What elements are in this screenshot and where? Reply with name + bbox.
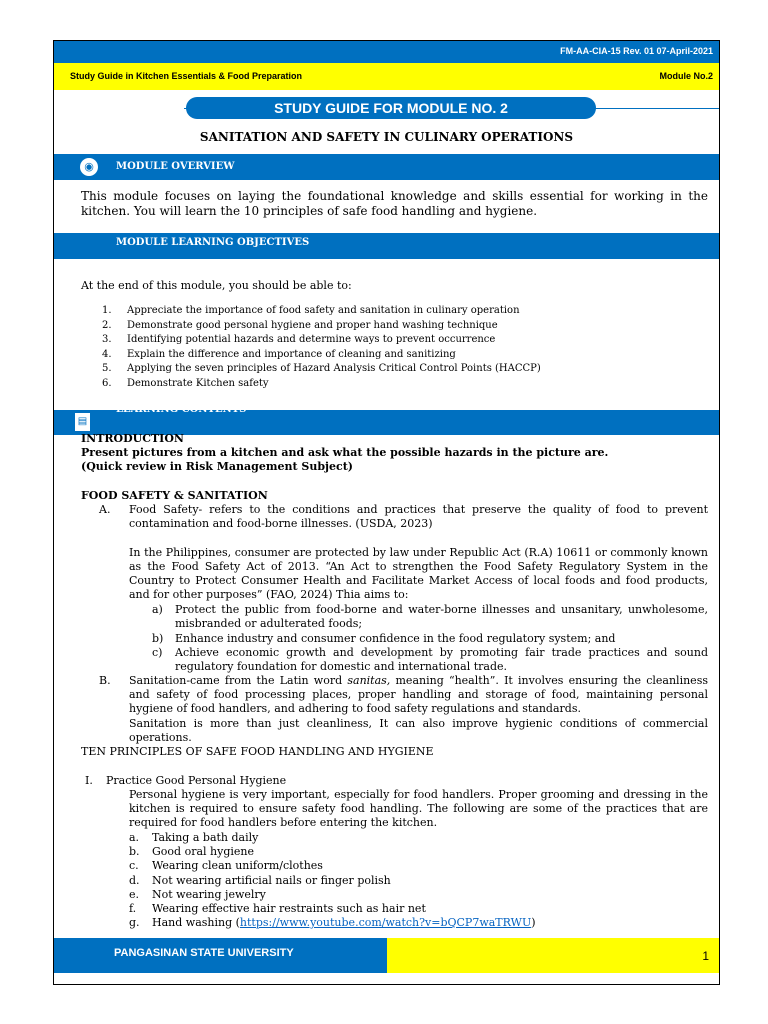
practice-item: Wearing clean uniform/clothes [152, 859, 323, 872]
aim-item: Achieve economic growth and development by promoting fair trade practices and sound regulatory foundation for domestic and international trade. [175, 646, 708, 673]
practice-item: Not wearing jewelry [152, 888, 266, 901]
objectives-list [81, 304, 541, 391]
list-label: b) [152, 632, 164, 645]
list-label: f. [129, 902, 137, 915]
overview-icon: ◉ [80, 158, 98, 176]
list-label: b. [129, 845, 140, 858]
ten-principles-heading: TEN PRINCIPLES OF SAFE FOOD HANDLING AND HYGIENE [81, 745, 434, 758]
list-label: c) [152, 646, 163, 659]
practice-item: Wearing effective hair restraints such as hair net [152, 902, 426, 915]
aim-item: Protect the public from food-borne and water-borne illnesses and unsanitary, unwholesome, misbranded or adulterated foods; [175, 603, 708, 630]
page-subtitle: SANITATION AND SAFETY IN CULINARY OPERATIONS [199, 130, 574, 144]
list-label: a. [129, 831, 140, 844]
overview-text: This module focuses on laying the foundational knowledge and skills essential for working in the kitchen. You will learn the 10 principles of safe food handling and hygiene. [81, 189, 708, 218]
sanitation-note: Sanitation is more than just cleanliness, It can also improve hygienic conditions of commercial operations. [129, 717, 708, 744]
list-item: 4. Explain the difference and importance of cleaning and sanitizing [102, 348, 456, 360]
handwashing-video-link[interactable]: https://www.youtube.com/watch?v=bQCP7waTRWU [239, 916, 532, 929]
university-name: PANGASINAN STATE UNIVERSITY [114, 947, 294, 959]
introduction-heading: INTRODUCTION [81, 432, 184, 445]
practice-item: Not wearing artificial nails or finger polish [152, 874, 391, 887]
food-safety-definition: Food Safety- refers to the conditions and practices that preserve the quality of food to prevent contamination and food-borne illnesses. (USDA, 2023) [129, 503, 708, 530]
list-label: I. [85, 774, 93, 787]
footer-university-bar [54, 938, 387, 973]
introduction-line: Present pictures from a kitchen and ask what the possible hazards in the picture are. [81, 446, 609, 459]
section-bar-objectives [54, 233, 719, 259]
list-item: 6. Demonstrate Kitchen safety [102, 377, 269, 389]
document-page [53, 40, 720, 985]
list-item: 1. Appreciate the importance of food safety and sanitation in culinary operation [102, 305, 520, 316]
philippines-paragraph: In the Philippines, consumer are protected by law under Republic Act (R.A) 10611 or commonly known as the Food Safety Act of 2013. “An Act to strengthen the Food Safety Regulatory System in the Country to Protect Consumer Health and Facilitate Market Access of local foods and food products, and for other purposes” (FAO, 2024) Thia aims to: [129, 546, 708, 601]
list-label: d. [129, 874, 140, 887]
list-label: a) [152, 603, 163, 616]
list-item: 5. Applying the seven principles of Hazard Analysis Critical Control Points (HACCP) [102, 363, 541, 374]
list-item: 2. Demonstrate good personal hygiene and proper hand washing technique [102, 319, 498, 331]
page-number: 1 [702, 949, 709, 963]
practice-item: Good oral hygiene [152, 845, 254, 858]
list-label: A. [99, 503, 111, 516]
section-heading: MODULE LEARNING OBJECTIVES [116, 237, 310, 248]
practice-item: Hand washing (https://www.youtube.com/watch?v=bQCP7waTRWU) [152, 916, 536, 929]
form-code: FM-AA-CIA-15 Rev. 01 07-April-2021 [560, 46, 713, 56]
header-bar [54, 41, 719, 63]
objectives-intro: At the end of this module, you should be able to: [81, 279, 352, 292]
list-item: 3. Identifying potential hazards and determine ways to prevent occurrence [102, 334, 496, 345]
guide-title: Study Guide in Kitchen Essentials & Food Preparation [70, 71, 303, 81]
section-heading: LEARNING CONTENTS [116, 404, 247, 415]
sanitation-definition: Sanitation-came from the Latin word sanitas, meaning “health”. It involves ensuring the cleanliness and safety of food processing places, proper handling and storage of food, maintaining personal hygiene of food handlers, and adhering to food safety regulations and standards. [129, 674, 708, 715]
aim-item: Enhance industry and consumer confidence in the food regulatory system; and [175, 632, 616, 645]
list-label: B. [99, 674, 111, 687]
principle-text: Personal hygiene is very important, especially for food handlers. Proper grooming and dressing in the kitchen is required to ensure safety food handling. The following are some of the practices that are required for food handlers before entering the kitchen. [129, 788, 708, 829]
food-safety-heading: FOOD SAFETY & SANITATION [81, 489, 268, 502]
header-yellow-bar [54, 63, 719, 90]
page-title: STUDY GUIDE FOR MODULE NO. 2 [186, 97, 596, 119]
list-label: e. [129, 888, 140, 901]
section-bar-overview [54, 154, 719, 180]
principle-title: Practice Good Personal Hygiene [106, 774, 287, 787]
footer-page-bar [387, 938, 719, 973]
practice-item: Taking a bath daily [152, 831, 259, 844]
list-label: g. [129, 916, 140, 929]
list-label: c. [129, 859, 139, 872]
document-icon: ▤ [73, 411, 92, 433]
module-number: Module No.2 [659, 71, 713, 81]
introduction-note: (Quick review in Risk Management Subject) [81, 460, 354, 473]
section-heading: MODULE OVERVIEW [116, 161, 235, 172]
